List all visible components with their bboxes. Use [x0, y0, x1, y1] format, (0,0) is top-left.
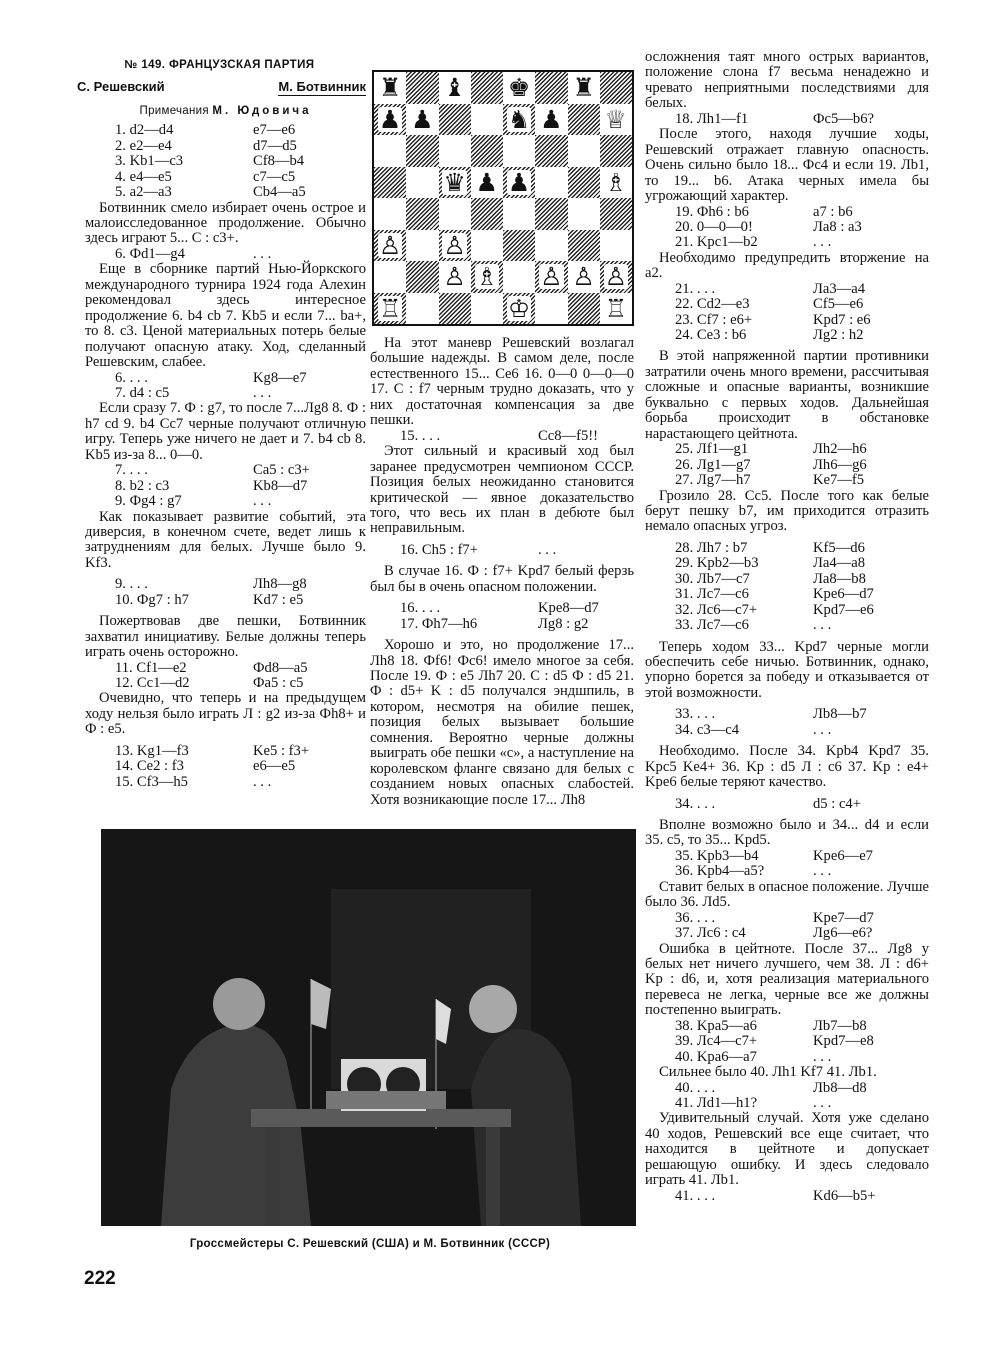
chess-piece-icon: ♖	[378, 293, 402, 323]
white-move: 3. Kb1—c3	[115, 153, 184, 170]
black-move: Kd7 : e5	[253, 591, 304, 608]
black-move: . . .	[813, 234, 832, 251]
square-g4	[568, 198, 600, 230]
notes-author: М. Юдовича	[212, 104, 312, 117]
move-line	[645, 618, 929, 633]
black-move: Лb8—d8	[813, 1079, 867, 1096]
white-move: 19. Фh6 : b6	[675, 203, 749, 220]
black-move: d7—d5	[253, 137, 297, 154]
square-h5	[600, 167, 632, 199]
black-move: c7—c5	[253, 168, 296, 185]
annotation-paragraph: Необходимо. После 34. Kpb4 Kpd7 35. Kpc5 Ke4+ 36. Kp : d5 Л : c6 37. Kp : e4+ Kpe6 белые теряют качество.	[645, 743, 929, 791]
square-g6	[568, 135, 600, 167]
move-line	[85, 661, 366, 676]
square-a4	[374, 198, 406, 230]
square-h8	[600, 72, 632, 104]
move-line	[645, 926, 929, 941]
square-c1	[439, 293, 471, 325]
white-move: 2. e2—e4	[115, 137, 172, 154]
black-move: Kf5—d6	[813, 539, 865, 556]
square-b8	[406, 72, 438, 104]
chess-piece-icon: ♟	[411, 104, 434, 134]
move-line	[645, 235, 929, 250]
square-c4	[439, 198, 471, 230]
chess-piece-icon: ♗	[604, 167, 628, 197]
white-move: 34. . . .	[675, 795, 716, 812]
square-b3	[406, 230, 438, 262]
white-move: 29. Kpb2—b3	[675, 555, 759, 572]
annotation-paragraph: Ботвинник смело избирает очень острое и малоисследованное продолжение. Обычно здесь играют 5... C : c3+.	[85, 199, 366, 247]
move-line	[645, 587, 929, 602]
white-move: 9. Фg4 : g7	[115, 493, 182, 510]
white-move: 31. Лc7—c6	[675, 586, 749, 603]
square-c7	[439, 104, 471, 136]
black-move: . . .	[253, 384, 272, 401]
move-line	[85, 371, 366, 386]
square-d1	[471, 293, 503, 325]
page-number: 222	[84, 1268, 116, 1289]
move-line	[645, 707, 929, 722]
white-move: 1. d2—d4	[115, 122, 174, 139]
chess-piece-icon: ♙	[443, 262, 466, 292]
square-a2	[374, 261, 406, 293]
square-e6	[503, 135, 535, 167]
black-move: Лb8—b7	[813, 706, 867, 723]
annotation-paragraph: Грозило 28. Cc5. После того как белые берут пешку b7, им приходится отразить немало опасных угроз.	[645, 487, 929, 535]
white-move: 33. . . .	[675, 706, 716, 723]
black-move: . . .	[253, 773, 272, 790]
black-move: Лb7—b8	[813, 1017, 867, 1034]
black-move: Лh2—h6	[813, 441, 867, 458]
white-move: 5. a2—a3	[115, 184, 172, 201]
move-line	[645, 328, 929, 343]
white-move: 25. Лf1—g1	[675, 441, 749, 458]
square-a3	[374, 230, 406, 262]
move-line	[645, 556, 929, 571]
black-move: Ke7—f5	[813, 472, 865, 489]
white-move: 26. Лg1—g7	[675, 456, 751, 473]
move-line	[645, 282, 929, 297]
square-e2	[503, 261, 535, 293]
annotation-paragraph: Вполне возможно было и 34... d4 и если 35. c5, то 35... Kpd5.	[645, 816, 929, 849]
move-line	[370, 601, 634, 616]
black-move: Лh8—g8	[253, 576, 307, 593]
square-d6	[471, 135, 503, 167]
move-line	[85, 185, 366, 200]
square-e5	[503, 167, 535, 199]
black-move: Cf8—b4	[253, 153, 305, 170]
square-c5	[439, 167, 471, 199]
square-e7	[503, 104, 535, 136]
white-move: 28. Лh7 : b7	[675, 539, 748, 556]
black-move: Фd8—a5	[253, 659, 308, 676]
white-move: 37. Лc6 : c4	[675, 925, 746, 942]
white-move: 21. Kpc1—b2	[675, 234, 758, 251]
square-h1	[600, 293, 632, 325]
black-move: . . .	[813, 1048, 832, 1065]
white-move: 15. Cf3—h5	[115, 773, 188, 790]
square-b7	[406, 104, 438, 136]
column-1-body	[85, 123, 366, 790]
black-move: Kpe7—d7	[813, 909, 874, 926]
black-move: . . .	[813, 1095, 832, 1112]
move-line	[645, 442, 929, 457]
square-a5	[374, 167, 406, 199]
notes-prefix: Примечания	[139, 104, 209, 117]
black-move: e7—e6	[253, 122, 296, 139]
square-f7	[535, 104, 567, 136]
photo-illustration	[101, 829, 636, 1226]
black-move: . . .	[813, 863, 832, 880]
black-move: Kpd7—e6	[813, 601, 874, 618]
black-move: e6—e5	[253, 758, 296, 775]
annotation-paragraph: Теперь ходом 33... Kpd7 черные могли обеспечить себе ничью. Ботвинник, однако, упорно борется за победу и отказывается от этой возможности.	[645, 638, 929, 701]
white-move: 6. Фd1—g4	[115, 245, 185, 262]
black-move: . . .	[253, 245, 272, 262]
square-c8	[439, 72, 471, 104]
move-line	[85, 479, 366, 494]
square-c3	[439, 230, 471, 262]
white-move: 35. Kpb3—b4	[675, 847, 759, 864]
move-line	[645, 541, 929, 556]
move-line	[645, 849, 929, 864]
black-move: Лa4—a8	[813, 555, 866, 572]
move-line	[85, 775, 366, 790]
move-line	[645, 205, 929, 220]
white-move: 11. Cf1—e2	[115, 659, 187, 676]
move-line	[85, 247, 366, 262]
move-line	[85, 463, 366, 478]
white-move: 24. Ce3 : b6	[675, 327, 747, 344]
move-line	[370, 429, 634, 444]
black-move: Cc8—f5!!	[538, 427, 598, 444]
annotation-paragraph: В этой напряженной партии противники затратили очень много времени, рассчитывая сложные и опасные варианты, возникшие буквально с первых ходов. Дальнейшая борьба происходит в обстановке нарастающего цейтнота.	[645, 348, 929, 442]
chess-piece-icon: ♜	[378, 73, 402, 103]
white-move: 41. . . .	[675, 1187, 716, 1204]
move-line	[645, 1034, 929, 1049]
white-move: 13. Kg1—f3	[115, 742, 189, 759]
black-move: Ca5 : c3+	[253, 462, 310, 479]
move-line	[645, 911, 929, 926]
square-g2	[568, 261, 600, 293]
annotation-paragraph: Ставит белых в опасное положение. Лучше было 36. Лd5.	[645, 878, 929, 911]
annotation-paragraph: Если сразу 7. Ф : g7, то после 7...Лg8 8. Ф : h7 cd 9. b4 Cc7 черные получают отличную игру. Теперь уже ничего не дает и 7. b4 cb 8. Kb5 из-за 8... 0—0.	[85, 400, 366, 463]
black-move: Лh6—g6	[813, 456, 867, 473]
column-2	[370, 336, 634, 808]
square-h3	[600, 230, 632, 262]
square-f6	[535, 135, 567, 167]
chess-piece-icon: ♙	[572, 262, 595, 292]
white-move: 4. e4—e5	[115, 168, 172, 185]
square-a8	[374, 72, 406, 104]
white-move: 7. d4 : c5	[115, 384, 170, 401]
black-move: Kpe6—d7	[813, 586, 874, 603]
square-g1	[568, 293, 600, 325]
move-line	[645, 313, 929, 328]
white-move: 27. Лg7—h7	[675, 472, 751, 489]
annotation-paragraph: В случае 16. Ф : f7+ Kpd7 белый ферзь был бы в очень опасном положении.	[370, 563, 634, 595]
square-h6	[600, 135, 632, 167]
black-move: Kpd7 : e6	[813, 311, 871, 328]
game-header: № 149. ФРАНЦУЗСКАЯ ПАРТИЯ	[124, 59, 315, 71]
move-line	[645, 1050, 929, 1065]
black-move: Лa8—b8	[813, 570, 866, 587]
square-a1	[374, 293, 406, 325]
chess-piece-icon: ♖	[604, 293, 628, 323]
move-line	[645, 220, 929, 235]
white-move: 15. . . .	[400, 427, 441, 444]
square-g8	[568, 72, 600, 104]
black-move: Ke5 : f3+	[253, 742, 310, 759]
column-3	[645, 50, 929, 1204]
column-1	[77, 58, 366, 790]
move-line	[85, 494, 366, 509]
move-line	[645, 1019, 929, 1034]
black-move: Kpe8—d7	[538, 600, 599, 617]
black-move: . . .	[253, 493, 272, 510]
annotation-paragraph: Как показывает развитие событий, эта диверсия, в конечном счете, ведет лишь к затруднениям для белых. Лучше было 9. Kf3.	[85, 508, 366, 571]
black-move: Kd6—b5+	[813, 1187, 876, 1204]
white-move: 36. Kpb4—a5?	[675, 863, 765, 880]
square-b5	[406, 167, 438, 199]
chess-piece-icon: ♟	[475, 167, 499, 197]
chess-piece-icon: ♞	[507, 104, 531, 134]
square-d7	[471, 104, 503, 136]
photo-caption: Гроссмейстеры С. Решевский (США) и М. Ботвинник (СССР)	[189, 1238, 551, 1250]
black-move: . . .	[813, 721, 832, 738]
white-move: 14. Ce2 : f3	[115, 758, 184, 775]
black-move: . . .	[538, 541, 557, 558]
white-move: 34. c3—c4	[675, 721, 740, 738]
black-player: М. Ботвинник	[278, 79, 366, 95]
chess-piece-icon: ♟	[378, 104, 402, 134]
chess-piece-icon: ♜	[572, 73, 595, 103]
annotation-paragraph: осложнения таят много острых вариантов, положение слона f7 весьма ненадежно и чревато неприятными последствиями для белых.	[645, 49, 929, 112]
square-h2	[600, 261, 632, 293]
white-move: 6. . . .	[115, 369, 148, 386]
white-move: 30. Лb7—c7	[675, 570, 750, 587]
square-b2	[406, 261, 438, 293]
white-move: 40. Kpa6—a7	[675, 1048, 757, 1065]
white-move: 38. Kpa5—a6	[675, 1017, 757, 1034]
annotator-line	[85, 104, 366, 119]
chess-piece-icon: ♝	[443, 73, 466, 103]
white-move: 23. Cf7 : e6+	[675, 311, 753, 328]
move-line	[85, 744, 366, 759]
square-d4	[471, 198, 503, 230]
white-move: 16. Ch5 : f7+	[400, 541, 478, 558]
move-line	[645, 1096, 929, 1111]
move-line	[645, 473, 929, 488]
white-move: 32. Лc6—c7+	[675, 601, 758, 618]
square-b6	[406, 135, 438, 167]
square-g3	[568, 230, 600, 262]
square-f8	[535, 72, 567, 104]
annotation-paragraph: Пожертвовав две пешки, Ботвинник захватил инициативу. Белые должны теперь играть очень осторожно.	[85, 613, 366, 661]
white-move: 8. b2 : c3	[115, 477, 170, 494]
square-f3	[535, 230, 567, 262]
chess-piece-icon: ♙	[540, 262, 563, 292]
move-line	[85, 123, 366, 138]
move-line	[645, 1189, 929, 1204]
chess-piece-icon: ♔	[507, 293, 531, 323]
white-move: 40. . . .	[675, 1079, 716, 1096]
square-d8	[471, 72, 503, 104]
black-move: a7 : b6	[813, 203, 853, 220]
square-g7	[568, 104, 600, 136]
chess-piece-icon: ♟	[507, 167, 531, 197]
white-move: 33. Лc7—c6	[675, 617, 749, 634]
square-b4	[406, 198, 438, 230]
annotation-paragraph: На этот маневр Решевский возлагал большие надежды. В самом деле, после естественного 15... Ce6 16. 0—0 0—0—0 17. C : f7 черным трудно доказать, что у них достаточная компенсация за две пешки.	[370, 335, 634, 429]
white-move: 10. Фg7 : h7	[115, 591, 189, 608]
square-a6	[374, 135, 406, 167]
white-move: 18. Лh1—f1	[675, 110, 749, 127]
square-c6	[439, 135, 471, 167]
players-line	[77, 79, 366, 95]
move-line	[645, 572, 929, 587]
move-line	[645, 797, 929, 812]
move-line	[645, 1081, 929, 1096]
square-a7	[374, 104, 406, 136]
white-move: 7. . . .	[115, 462, 148, 479]
square-f5	[535, 167, 567, 199]
black-move: Kpd7—e8	[813, 1033, 874, 1050]
white-move: 22. Cd2—e3	[675, 296, 750, 313]
black-move: Лg6—e6?	[813, 925, 873, 942]
move-line	[645, 112, 929, 127]
move-line	[645, 297, 929, 312]
move-line	[85, 386, 366, 401]
black-move: . . .	[813, 617, 832, 634]
white-move: 39. Лc4—c7+	[675, 1033, 758, 1050]
black-move: Лg8 : g2	[538, 615, 589, 632]
square-b1	[406, 293, 438, 325]
annotation-paragraph: Сильнее было 40. Лh1 Kf7 41. Лb1.	[659, 1064, 877, 1081]
column-3-body	[645, 50, 929, 1204]
move-line	[85, 139, 366, 154]
move-line	[85, 759, 366, 774]
square-e1	[503, 293, 535, 325]
black-move: Kb8—d7	[253, 477, 308, 494]
white-move: 16. . . .	[400, 600, 441, 617]
move-line	[645, 723, 929, 738]
square-h7	[600, 104, 632, 136]
square-e4	[503, 198, 535, 230]
chess-piece-icon: ♙	[378, 230, 402, 260]
black-move: Kpe6—e7	[813, 847, 873, 864]
chess-piece-icon: ♙	[443, 230, 466, 260]
white-move: 21. . . .	[675, 280, 716, 297]
black-move: Лa8 : a3	[813, 218, 862, 235]
move-line	[645, 864, 929, 879]
black-move: Лa3—a4	[813, 280, 866, 297]
annotation-paragraph: Этот сильный и красивый ход был заранее предусмотрен чемпионом СССР. Позиция белых неожиданно становится критической — явное доказательство того, что весь их план в дебюте был неправильным.	[370, 443, 634, 537]
square-d5	[471, 167, 503, 199]
square-g5	[568, 167, 600, 199]
grandmasters-photo	[101, 829, 636, 1226]
annotation-paragraph: После этого, находя лучшие ходы, Решевский отражает главную опасность. Очень сильно было 18... Фc4 и если 19. Лb1, то 19... b6. Атака черных имела бы угрожающий характер.	[645, 126, 929, 205]
white-player: С. Решевский	[77, 79, 165, 95]
square-c2	[439, 261, 471, 293]
annotation-paragraph: Еще в сборнике партий Нью-Йоркского международного турнира 1924 года Алехин рекомендовал здесь интересное продолжение 6. b4 cb 7. Kb5 и если 7... ba+, то 8. c3. Ценой материальных потерь белые получают опасную атаку. Ход, сделанный Решевским, слабее.	[85, 261, 366, 371]
annotation-paragraph: Необходимо предупредить вторжение на a2.	[645, 249, 929, 282]
square-f4	[535, 198, 567, 230]
column-2-body	[370, 336, 634, 808]
annotation-paragraph: Хорошо и это, но продолжение 17... Лh8 18. Фf6! Фc6! имело многое за себя. После 19. Ф : e5 Лh7 20. C : d5 Ф : d5 21. Ф : d5+ K : d5 получался эндшпиль, в котором, несмотря на обилие пешек, позиция белых вызывает большие сомнения. Вероятно черные должны выиграть обе пешки «c», а наступление на королевском фланге связано для белых с созданием новых опасных слабостей. Хотя возникающие после 17... Лh8	[370, 637, 634, 808]
move-line	[85, 593, 366, 608]
white-move: 17. Фh7—h6	[400, 615, 478, 632]
square-f2	[535, 261, 567, 293]
square-e8	[503, 72, 535, 104]
move-line	[645, 458, 929, 473]
chess-piece-icon: ♚	[507, 73, 531, 103]
annotation-paragraph: Очевидно, что теперь и на предыдущем ходу нельзя было играть Л : g2 из-за Фh8+ и Ф : e5.	[85, 690, 366, 738]
move-line	[370, 543, 634, 558]
black-move: Cb4—a5	[253, 184, 306, 201]
white-move: 20. 0—0—0!	[675, 218, 753, 235]
annotation-paragraph: Удивительный случай. Хотя уже сделано 40 ходов, Решевский все еще считает, что находится в цейтноте и допускает решающую ошибку. И здесь следовало играть 41. Лb1.	[645, 1110, 929, 1189]
black-move: Kg8—e7	[253, 369, 307, 386]
move-line	[85, 577, 366, 592]
move-line	[645, 603, 929, 618]
chess-piece-icon: ♛	[443, 167, 466, 197]
white-move: 36. . . .	[675, 909, 716, 926]
black-move: Фc5—b6?	[813, 110, 874, 127]
chess-piece-icon: ♟	[540, 104, 563, 134]
move-line	[370, 617, 634, 632]
move-line	[85, 170, 366, 185]
move-line	[85, 154, 366, 169]
white-move: 9. . . .	[115, 576, 148, 593]
chess-diagram	[372, 70, 634, 326]
chess-piece-icon: ♕	[604, 104, 628, 134]
annotation-paragraph: Ошибка в цейтноте. После 37... Лg8 у белых нет ничего лучшего, чем 38. Л : d6+ Kp : d6, и, хотя реализация материального перевеса не легка, черные все же должны постепенно выиграть.	[645, 940, 929, 1019]
square-d3	[471, 230, 503, 262]
square-f1	[535, 293, 567, 325]
black-move: d5 : c4+	[813, 795, 861, 812]
black-move: Cf5—e6	[813, 296, 864, 313]
move-line	[85, 676, 366, 691]
black-move: Лg2 : h2	[813, 327, 864, 344]
square-d2	[471, 261, 503, 293]
white-move: 12. Cc1—d2	[115, 675, 190, 691]
white-move: 41. Лd1—h1?	[675, 1095, 758, 1112]
chess-piece-icon: ♙	[604, 262, 628, 292]
chess-piece-icon: ♗	[475, 262, 499, 292]
square-h4	[600, 198, 632, 230]
black-move: Фa5 : c5	[253, 675, 304, 691]
square-e3	[503, 230, 535, 262]
